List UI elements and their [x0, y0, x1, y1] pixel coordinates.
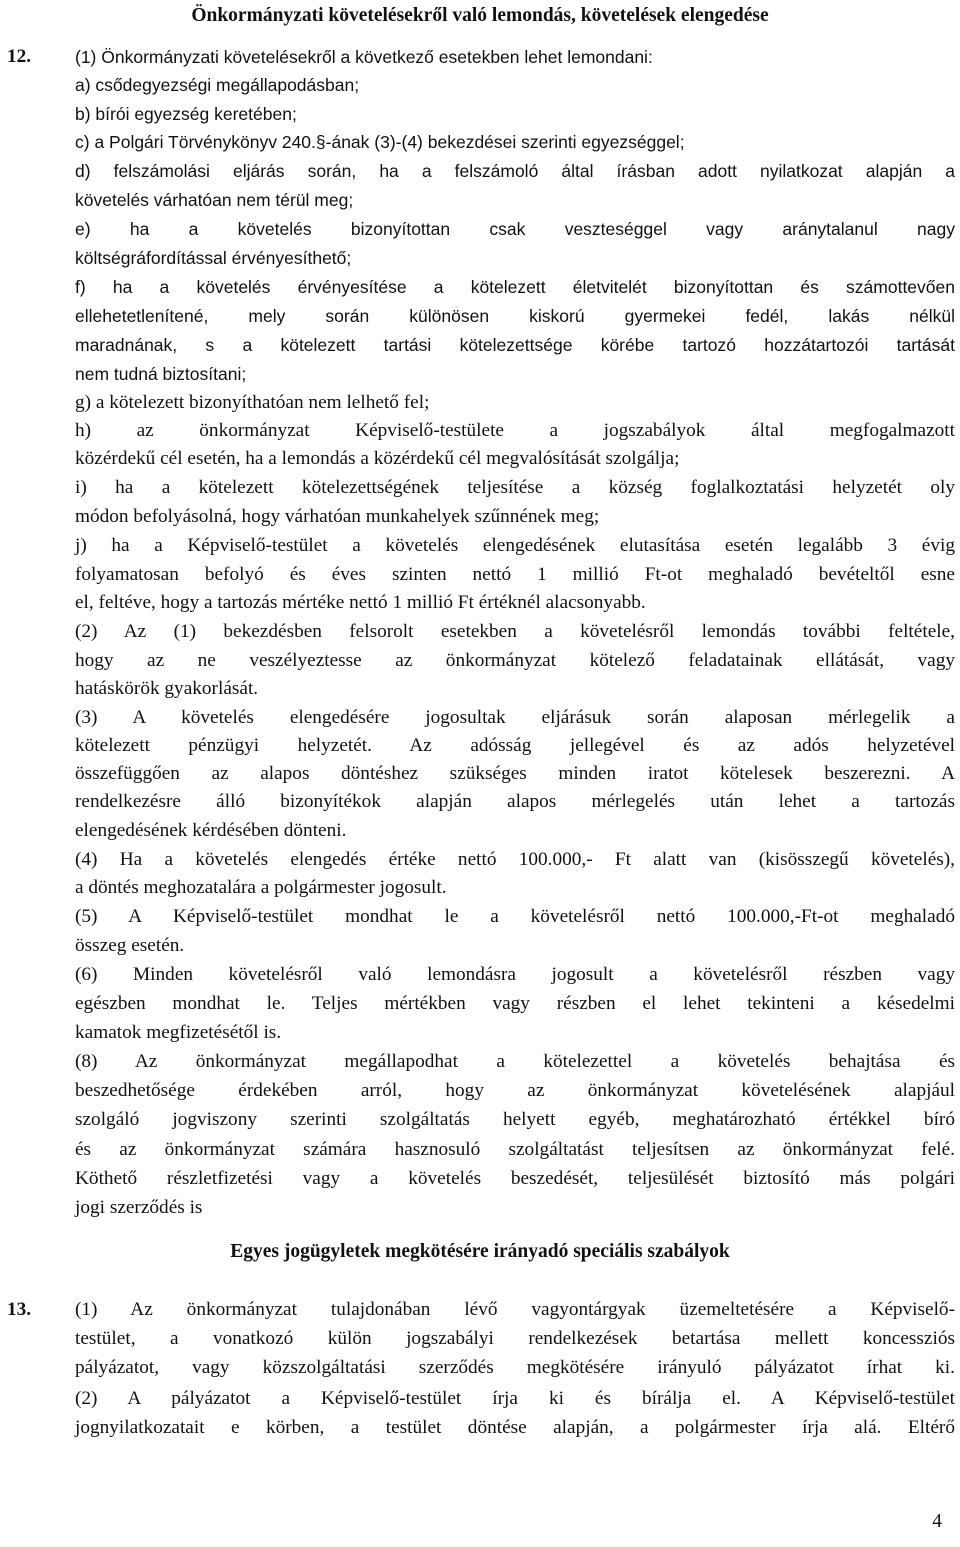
section-12-text-line: nem tudná biztosítani; — [75, 364, 247, 384]
section-12-text-line: összefüggően az alapos döntéshez szükséges minden iratot kötelesek beszerezni. A — [75, 763, 955, 784]
section-12-text-line: c) a Polgári Törvénykönyv 240.§-ának (3)-(4) bekezdései szerinti egyezséggel; — [75, 132, 685, 152]
section-12-text-line: kötelezett pénzügyi helyzetét. Az adósság jellegével és az adós helyzetével — [75, 735, 955, 756]
section-12-text-line: maradnának, s a kötelezett tartási kötelezettsége körébe tartozó hozzátartozói tartását — [75, 335, 955, 355]
section-12-text-line: (2) Az (1) bekezdésben felsorolt esetekben a követelésről lemondás további feltétele, — [75, 621, 955, 642]
section-12-text-line: kamatok megfizetésétől is. — [75, 1022, 282, 1043]
section-12-text-line: g) a kötelezett bizonyíthatóan nem lelhető fel; — [75, 392, 430, 413]
section-13-text-line: pályázatot, vagy közszolgáltatási szerződés megkötésére irányuló pályázatot írhat ki. — [75, 1357, 955, 1378]
section-12-text-line: h) az önkormányzat Képviselő-testülete a jogszabályok által megfogalmazott — [75, 420, 955, 441]
section-13-text-line: testület, a vonatkozó külön jogszabályi rendelkezések betartása mellett koncessziós — [75, 1328, 955, 1349]
section-12-text-line: a) csődegyezségi megállapodásban; — [75, 75, 360, 95]
section-12-text-line: a döntés meghozatalára a polgármester jogosult. — [75, 877, 447, 898]
section-12-text-line: i) ha a kötelezett kötelezettségének teljesítése a község foglalkoztatási helyzetét oly — [75, 477, 955, 498]
section-12-text-line: el, feltéve, hogy a tartozás mértéke nettó 1 millió Ft értéknél alacsonyabb. — [75, 592, 646, 613]
page-number: 4 — [932, 1511, 942, 1532]
section-12-text-line: hatáskörök gyakorlását. — [75, 678, 259, 699]
section-12-text-line: e) ha a követelés bizonyítottan csak veszteséggel vagy aránytalanul nagy — [75, 219, 955, 239]
section-number-12: 12. — [7, 46, 32, 67]
section-12-text-line: (8) Az önkormányzat megállapodhat a kötelezettel a követelés behajtása és — [75, 1051, 955, 1072]
section-12-text-line: költségráfordítással érvényesíthető; — [75, 248, 352, 268]
section-12-text-line: (4) Ha a követelés elengedés értéke nettó 100.000,- Ft alatt van (kisösszegű követelés), — [75, 849, 955, 870]
section-12-text-line: elengedésének kérdésében dönteni. — [75, 820, 347, 841]
section-12-text-line: egészben mondhat le. Teljes mértékben vagy részben el lehet tekinteni a késedelmi — [75, 993, 955, 1014]
section-12-text-line: rendelkezésre álló bizonyítékok alapján alapos mérlegelés után lehet a tartozás — [75, 791, 955, 812]
section-12-text-line: szolgáló jogviszony szerinti szolgáltatás helyett egyéb, meghatározható értékkel bíró — [75, 1109, 955, 1130]
section-12-text-line: hogy az ne veszélyeztesse az önkormányzat kötelező feladatainak ellátását, vagy — [75, 650, 955, 671]
section-12-text-line: folyamatosan befolyó és éves szinten nettó 1 millió Ft-ot meghaladó bevételtől esne — [75, 564, 955, 585]
section-12-text-line: j) ha a Képviselő-testület a követelés elengedésének elutasítása esetén legalább 3 évig — [75, 535, 955, 556]
section-13-text-line: (1) Az önkormányzat tulajdonában lévő vagyontárgyak üzemeltetésére a Képviselő- — [75, 1299, 955, 1320]
section-number-13: 13. — [7, 1299, 32, 1320]
section-12-text-line: f) ha a követelés érvényesítése a kötelezett életvitelét bizonyítottan és számottevően — [75, 277, 955, 297]
section-12-text-line: beszedhetősége érdekében arról, hogy az önkormányzat követelésének alapjául — [75, 1080, 955, 1101]
section-title-special-rules: Egyes jogügyletek megkötésére irányadó speciális szabályok — [230, 1241, 730, 1262]
section-12-text-line: követelés várhatóan nem térül meg; — [75, 190, 354, 210]
section-13-text-line: jognyilatkozatait e körben, a testület döntése alapján, a polgármester írja alá. Eltérő — [75, 1417, 955, 1438]
section-12-text-line: jogi szerződés is — [75, 1197, 203, 1218]
section-12-text-line: összeg esetén. — [75, 935, 185, 956]
section-12-text-line: b) bírói egyezség keretében; — [75, 104, 297, 124]
section-12-text-line: módon befolyásolná, hogy várhatóan munkahelyek szűnnének meg; — [75, 506, 600, 527]
section-12-text-line: Köthető részletfizetési vagy a követelés beszedését, teljesülését biztosító más polgári — [75, 1168, 955, 1189]
section-12-text-line: d) felszámolási eljárás során, ha a felszámoló által írásban adott nyilatkozat alapján a — [75, 161, 955, 181]
section-12-text-line: közérdekű cél esetén, ha a lemondás a közérdekű cél megvalósítását szolgálja; — [75, 448, 680, 469]
section-12-text-line: (5) A Képviselő-testület mondhat le a követelésről nettó 100.000,-Ft-ot meghaladó — [75, 906, 955, 927]
section-13-text-line: (2) A pályázatot a Képviselő-testület írja ki és bírálja el. A Képviselő-testület — [75, 1388, 955, 1409]
section-12-text-line: és az önkormányzat számára hasznosuló szolgáltatást teljesítsen az önkormányzat felé. — [75, 1139, 955, 1160]
section-12-text-line: ellehetetlenítené, mely során különösen kiskorú gyermekei fedél, lakás nélkül — [75, 306, 955, 326]
section-title-waiver: Önkormányzati követelésekről való lemondás, követelések elengedése — [191, 5, 769, 26]
section-12-text-line: (3) A követelés elengedésére jogosultak eljárásuk során alaposan mérlegelik a — [75, 707, 955, 728]
section-12-text-line: (6) Minden követelésről való lemondásra jogosult a követelésről részben vagy — [75, 964, 955, 985]
section-12-text-line: (1) Önkormányzati követelésekről a következő esetekben lehet lemondani: — [75, 47, 653, 67]
